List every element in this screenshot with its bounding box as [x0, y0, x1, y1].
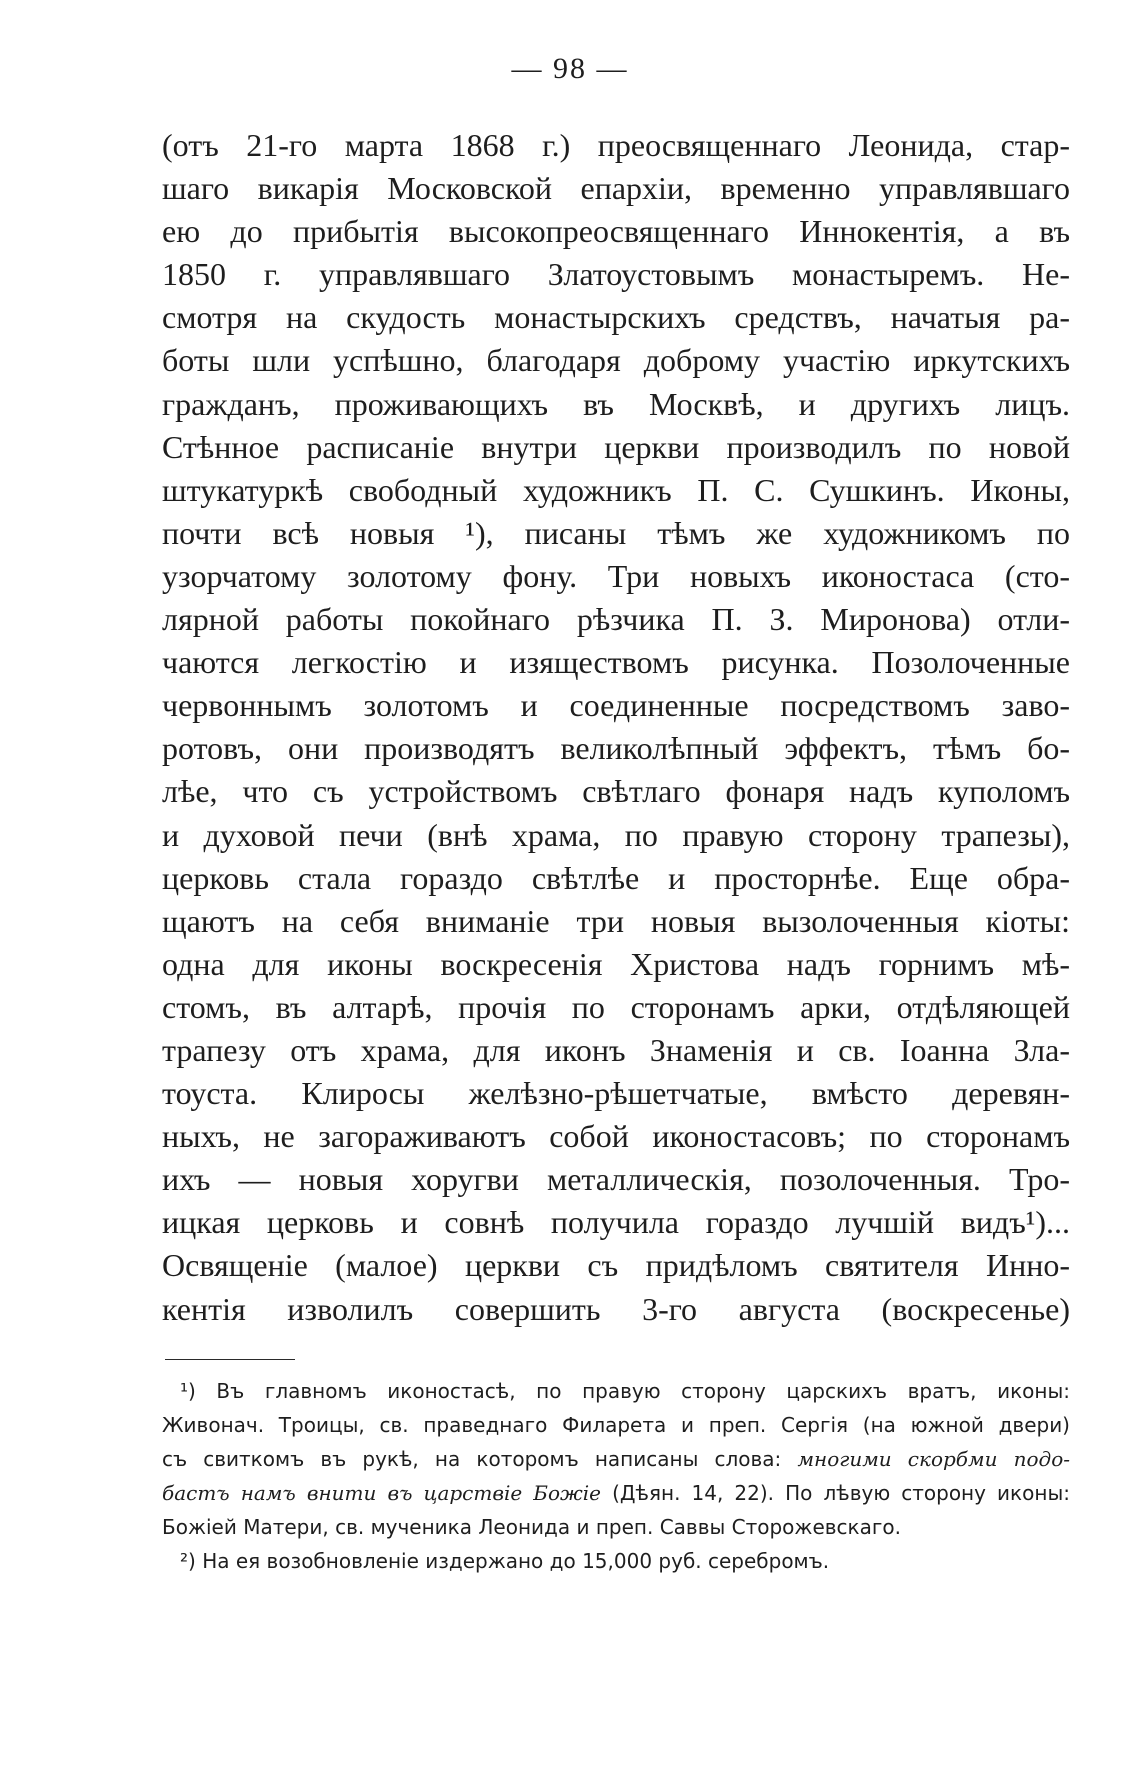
footnote-1: [162, 1374, 1070, 1408]
body-line: чаются легкостію и изяществомъ рисунка. Позолоченные: [162, 644, 1070, 681]
body-line: и духовой печи (внѣ храма, по правую сторону трапезы),: [162, 816, 1070, 853]
footnote-1-mark: ¹): [180, 1379, 196, 1403]
body-line: ею до прибытія высокопреосвященнаго Иннокентія, а въ: [162, 213, 1070, 250]
page-number: — 98 —: [511, 52, 629, 85]
footnotes: [162, 1374, 1070, 1578]
footnote-text: (Дѣян. 14, 22). По лѣвую сторону иконы:: [601, 1481, 1070, 1505]
footnote-1-text: Въ главномъ иконостасѣ, по правую сторону царскихъ вратъ, иконы:: [216, 1379, 1070, 1403]
body-line: трапезу отъ храма, для иконъ Знаменія и св. Іоанна Зла-: [162, 1031, 1070, 1068]
body-line: одна для иконы воскресенія Христова надъ горнимъ мѣ-: [162, 945, 1070, 982]
body-line: штукатуркѣ свободный художникъ П. С. Сушкинъ. Иконы,: [162, 471, 1070, 508]
body-text: [162, 124, 1070, 1331]
body-line: ротовъ, они производятъ великолѣпный эффектъ, тѣмъ бо-: [162, 730, 1070, 767]
body-line: ицкая церковь и совнѣ получила гораздо лучшій видъ¹)...: [162, 1204, 1070, 1241]
footnote-2-text: На ея возобновленіе издержано до 15,000 руб. серебромъ.: [202, 1549, 830, 1573]
body-line: стомъ, въ алтарѣ, прочія по сторонамъ арки, отдѣляющей: [162, 988, 1070, 1025]
body-line: почти всѣ новыя ¹), писаны тѣмъ же художникомъ по: [162, 514, 1070, 551]
footnote-line: Живонач. Троицы, св. праведнаго Филарета и преп. Сергія (на южной двери): [162, 1413, 1070, 1437]
body-line: (отъ 21-го марта 1868 г.) преосвященнаго Леонида, стар-: [162, 127, 1070, 163]
body-line: щаютъ на себя вниманіе три новыя вызолоченныя кіоты:: [162, 902, 1070, 939]
body-line: узорчатому золотому фону. Три новыхъ иконостаса (сто-: [162, 557, 1070, 594]
body-line: боты шли успѣшно, благодаря доброму участію иркутскихъ: [162, 342, 1070, 379]
body-line: тоуста. Клиросы желѣзно-рѣшетчатые, вмѣсто деревян-: [162, 1075, 1070, 1112]
body-line: лѣе, что съ устройствомъ свѣтлаго фонаря надъ куполомъ: [162, 773, 1070, 810]
body-line: смотря на скудость монастырскихъ средствъ, начатыя ра-: [162, 299, 1070, 336]
footnote-quote: бастъ намъ внити въ царствіе Божіе: [162, 1481, 602, 1505]
footnote-quote: многими скорбми подо-: [797, 1447, 1070, 1471]
body-line: лярной работы покойнаго рѣзчика П. З. Миронова) отли-: [162, 601, 1070, 638]
body-line: ихъ — новыя хоругви металлическія, позолоченныя. Тро-: [162, 1161, 1070, 1198]
body-line: червоннымъ золотомъ и соединенные посредствомъ заво-: [162, 687, 1070, 724]
body-line: гражданъ, проживающихъ въ Москвѣ, и другихъ лицъ.: [162, 385, 1070, 422]
footnote-rule: [165, 1359, 295, 1360]
footnote-2: [162, 1544, 1070, 1578]
body-line: Освященіе (малое) церкви съ придѣломъ святителя Инно-: [162, 1247, 1070, 1284]
body-line: Стѣнное расписаніе внутри церкви производилъ по новой: [162, 428, 1070, 465]
footnote-2-mark: ²): [180, 1549, 196, 1573]
footnote-line: [162, 1476, 1070, 1510]
footnote-line: Божіей Матери, св. мученика Леонида и преп. Саввы Сторожевскаго.: [162, 1515, 901, 1539]
body-line: кентія изволилъ совершить 3-го августа (воскресенье): [162, 1290, 1070, 1327]
footnote-text: съ свиткомъ въ рукѣ, на которомъ написаны слова:: [162, 1447, 798, 1471]
body-line: шаго викарія Московской епархіи, временно управлявшаго: [162, 170, 1070, 207]
body-line: 1850 г. управлявшаго Златоустовымъ монастыремъ. Не-: [162, 256, 1070, 293]
body-line: церковь стала гораздо свѣтлѣе и просторнѣе. Еще обра-: [162, 859, 1070, 896]
body-line: ныхъ, не загораживаютъ собой иконостасовъ; по сторонамъ: [162, 1118, 1070, 1155]
footnote-line: [162, 1442, 1070, 1476]
